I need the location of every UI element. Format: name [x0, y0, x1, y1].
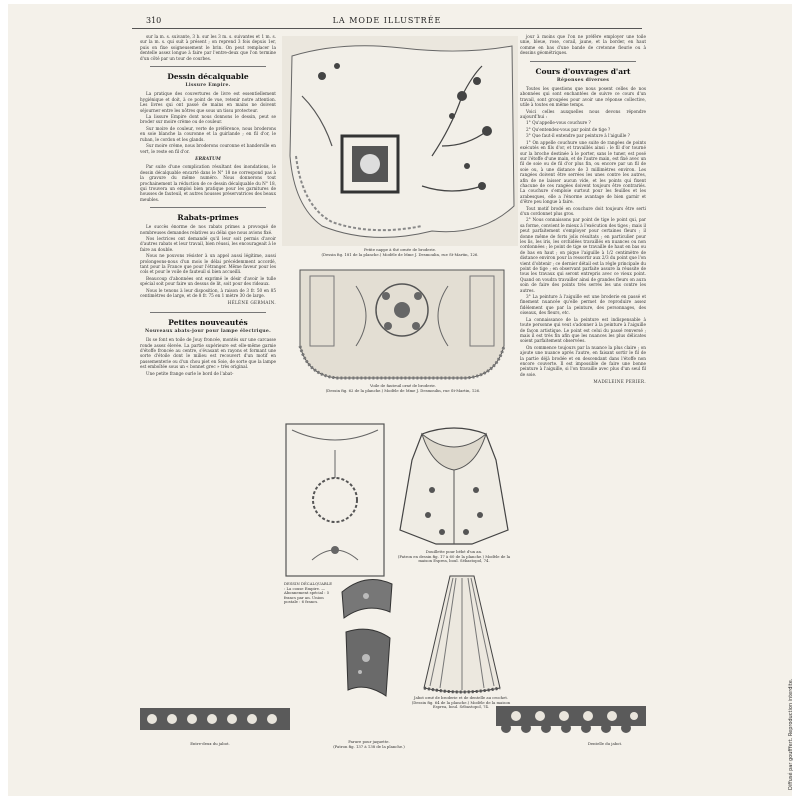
question: 3° Que faut-il entendre par peinture à l'aiguille ?	[526, 133, 630, 139]
paragraph: Toutes les questions que nous posent celles de nos abonnées qui sont enchantées de suivre ce cours d'un travail, sont groupées pour avoir une réponse collective, utile à toutes en même temps.	[520, 86, 646, 108]
baby-coat-illustration	[392, 420, 516, 552]
question: 1° Qu'appelle-vous couchure ?	[526, 120, 591, 126]
caption-trim	[324, 740, 414, 749]
paragraph: Voici celles auxquelles nous devons répondre aujourd'hui :	[520, 108, 646, 120]
section-divider	[530, 61, 636, 62]
right-text-column	[520, 34, 646, 714]
caption-armchair-detail: (Dessin fig. 62 de la planche.) Modèle de Mme J. Desmoulin, rue St-Martin, 126.	[325, 387, 481, 393]
jabot-illustration	[420, 572, 504, 696]
paragraph: 2° Nous connaissons par point de tige le point qui, par sa forme, convient le mieux à l'exécution des tiges ; mais il peut parfaitement s'employer pour certaines fleurs ; il donne même de forts jolis résultats ; en particulier pour les lis, les iris, les orchidées travaillés en nuances ou non cordonnées ; le point de tige se travaille de haut en bas ou de bas en haut ; on pique l'aiguille à 1/2 centimètre de distance environ pour la ressortir aux 2/3 du point que l'on vient d'obtenir ; ce dernier détail est la règle principale du point de tige ; en observant parfaite assure la réussite de tous les travaux qui seront entrepris avec ce vieux point. Quand on voudra travailler ainsi de grandes fleurs on aura soin de faire des points très serrés les uns contre les autres.	[520, 217, 646, 293]
paragraph: 3° La peinture à l'aiguille est une broderie en passé et finement nuancée qu'elle permet de reproduire assez fidèlement que par la peinture, des personnages, des oiseaux, des fleurs, etc.	[520, 294, 646, 316]
paragraph: Beaucoup d'abonnées ont exprimé le désir d'avoir le tulle spécial soit pour faire un dessus de lit, soit pour des rideaux.	[140, 275, 276, 287]
paragraph: Une petite frange ourle le bord de l'abat-	[146, 370, 234, 376]
erratum-heading: ERRATUM	[195, 156, 221, 162]
paragraph: On commence toujours par la nuance la plus claire ; on ajoute une nuance après l'autre, en faisant sortir le fil de la partie déjà brodée et en descendant dans l'étoffe non encore couverte. Il est impossible de faire une bonne peinture à l'aiguille, si l'on travaille avec plus d'un seul fil de soie.	[520, 344, 646, 377]
caption-edging-right: Dentelle du jabot.	[587, 741, 623, 746]
caption-trim-title: Parure pour jaquette.	[348, 739, 390, 744]
section-subtitle-cours: Réponses diverses	[556, 77, 610, 83]
caption-armchair-title: Voile de fauteuil orné de broderie.	[370, 383, 436, 388]
paragraph: Tout motif brodé en couchure doit toujours être serti d'un cordonnet plus gros.	[520, 205, 646, 216]
caption-jabot-detail: (Dessin fig. 64 de la planche.) Modèle de la maison Esprea, boul. Sébastopol, 74.	[411, 699, 511, 710]
erratum-text: Par suite d'une complication résultant des inondations, le dessin décalquable encarté dans le N° 18 ne correspond pas à la gravure du même numéro. Nous donnerons tout prochainement la réduction de ce dessin décalquable du N° 18, qui trouvera un emploi bien pratique pour les garnitures de housses de fauteuil, et autres housses préservatrices des beaux meubles.	[140, 164, 276, 202]
left-intro-text: sur la m. s. suivante, 3 b. sur les 3 m. s. suivantes et 1 m. s. sur la m. s. qui suit à présent ; on reprend 3 fois depuis 1er, puis on fixe soigneusement le brin. On peut remplacer la dentelle assez longue à faire par l'entre-deux que l'on termine d'un côté par un tour de courbes.	[140, 34, 276, 61]
tea-napkin-illustration	[282, 36, 518, 260]
header-rule	[132, 28, 642, 29]
caption-armchair	[310, 384, 496, 393]
signature-perier: MADELEINE PERIER.	[593, 379, 646, 385]
paragraph: La lissure Empire dont nous donnons le dessin, peut se broder sur moire crème ou de couleur.	[140, 114, 276, 125]
caption-decal: DESSIN DÉCALQUABLE : La couse Empire. — Abonnement spécial : 5 francs par an. Union postale : 6 francs.	[284, 581, 332, 605]
caption-coat-title: Douillette pour bébé d'un an.	[425, 549, 483, 554]
section-divider	[150, 207, 266, 208]
section-divider	[150, 66, 266, 67]
caption-coat-detail: (Patron en dessin fig. 17 à 60 de la planche.) Modèle de la maison Esprea, boul. Sébastopol, 74.	[397, 553, 511, 564]
caption-napkin-detail: (Dessin fig. 181 de la planche.) Modèle de Mme J. Desmoulin, rue St-Martin, 126.	[321, 251, 479, 257]
jacket-trim-illustration	[336, 572, 398, 700]
paragraph: Sur moire crème, nous broderons couronne et banderolle en vert, le reste en fil d'or.	[140, 143, 276, 154]
signature-germain: HÉLÈNE GERMAIN.	[227, 300, 276, 306]
section-title-nouveautes: Petites nouveautés	[168, 317, 248, 327]
section-subtitle-nouveautes: Nouveaux abats-jour pour lampe électrique.	[144, 328, 271, 334]
magazine-title: LA MODE ILLUSTRÉE	[332, 16, 442, 25]
caption-napkin-title: Petite nappe à thé ornée de broderie.	[363, 247, 437, 252]
paragraph: Le succès énorme de nos rabats primes a provoqué de nombreuses demandes relatives au délai que nous avions fixé.	[140, 224, 276, 235]
caption-insertion-left: Entre-deux du jabot.	[190, 741, 230, 746]
lace-insertion-left-illustration	[140, 706, 290, 732]
section-title-rabats: Rabats-primes	[177, 213, 239, 223]
section-title-cours: Cours d'ouvrages d'art	[535, 66, 631, 76]
lace-edging-right-illustration	[496, 702, 646, 734]
paragraph: Sur moire de couleur, verte de préférence, nous broderons en soie blanche la couronne et la guirlande ; en fil d'or, le ruban, le cordon et les glands.	[140, 125, 276, 142]
page-header	[132, 16, 642, 30]
decal-book-cover-illustration	[282, 420, 388, 580]
caption-coat	[394, 550, 514, 564]
paragraph: La connaissance de la peinture est indispensable à toute personne qui veut s'adonner à la peinture à l'aiguille de façon artistique. Le point est celui du passé renversé ; mais il est très fin afin que les nuances les plus délicates soient parfaitement observées.	[520, 316, 646, 344]
section-divider	[150, 312, 266, 313]
paragraph: 1° On appelle couchure une suite de rangées de points exécutés en fils d'or, et travaillés ainsi : le fil d'or tourné sur la broche destinée à le porter, sans le tuner, est posé sur l'étoffe d'une main, et de l'autre main, est fixé avec un fil de soie ou de fil d'or plus fin, ou encore par un fil de soie ou, à une distance de 3 millimètres environ. Les rangées doivent être serrées les unes contre les autres, afin de ne laisser aucun vide, et les points qui fixent chacune de ces rangées doivent toujours être contrariés. La couchure s'emploie surtout pour les feuilles et les arabesques, elle a l'énorme avantage de bien garnir et d'être peu longue à faire.	[520, 139, 646, 205]
left-text-column	[140, 34, 276, 774]
caption-napkin	[300, 248, 500, 257]
armchair-veil-illustration	[296, 266, 508, 386]
section-title-decalque: Dessin décalquable	[167, 72, 249, 82]
section-subtitle-decalque: Lissure Empire.	[185, 83, 231, 89]
paragraph: La pratique des couvertures de livre est essentiellement hygiénique et doit, à ce point de vue, retenir notre attention. Les livres qui ont passé de mains en mains ne doivent séjourner entre les nôtres que sous un tissu protecteur.	[140, 91, 276, 113]
right-intro-text: jour à moins que l'on ne préfère employer une toile unie, bleue, rose, corail, jaune, et la border, en haut comme en bas d'une bande de cretonne fleurie ou à dessins géométriques.	[520, 34, 646, 56]
paragraph: Nos lectrices ont demandé qu'il leur soit permis d'avoir d'autres rabats et leur travail, bien réussi, les encourageait à le faire au double.	[140, 235, 276, 252]
paragraph: Ils se font en toile de Jouy froncée, montés sur une carcasse ronde assez élevée. La partie supérieure est elle-même garnie d'étoffe froncée au centre, s'évasant en rayons et formant une sorte d'étoile dont le milieu est recouvert d'un motif en passementerie ou d'un chou piet en Soie, de sorte que la lampe est emboîtée sous un « bonnet grec » très original.	[140, 337, 276, 370]
question: 2° Qu'entendez-vous par point de tige ?	[526, 126, 611, 132]
side-watermark-text: Diffusé par goufffert. Reproduction interdite.	[788, 678, 794, 790]
caption-jabot-title: Jabot orné de broderie et de dentelle au crochet.	[413, 695, 509, 700]
side-watermark	[786, 540, 796, 800]
paragraph: Nous ne pouvons résister à un appel aussi légitime, aussi prolongeons-nous d'un mois le délai précédemment accordé, tant pour la France que pour l'étranger. Même faveur pour les cols et pour le voile de fauteuil si bien accueilli.	[140, 253, 276, 275]
paragraph: Nous le tenons à leur disposition, à raison de 3 fr. 50 en 85 centimètres de large, et de 8 fr. 75 en 1 mètre 30 de large.	[140, 287, 276, 299]
page-number: 310	[146, 16, 162, 25]
caption-trim-detail: (Patron fig. 137 à 138 de la planche.)	[333, 743, 405, 749]
